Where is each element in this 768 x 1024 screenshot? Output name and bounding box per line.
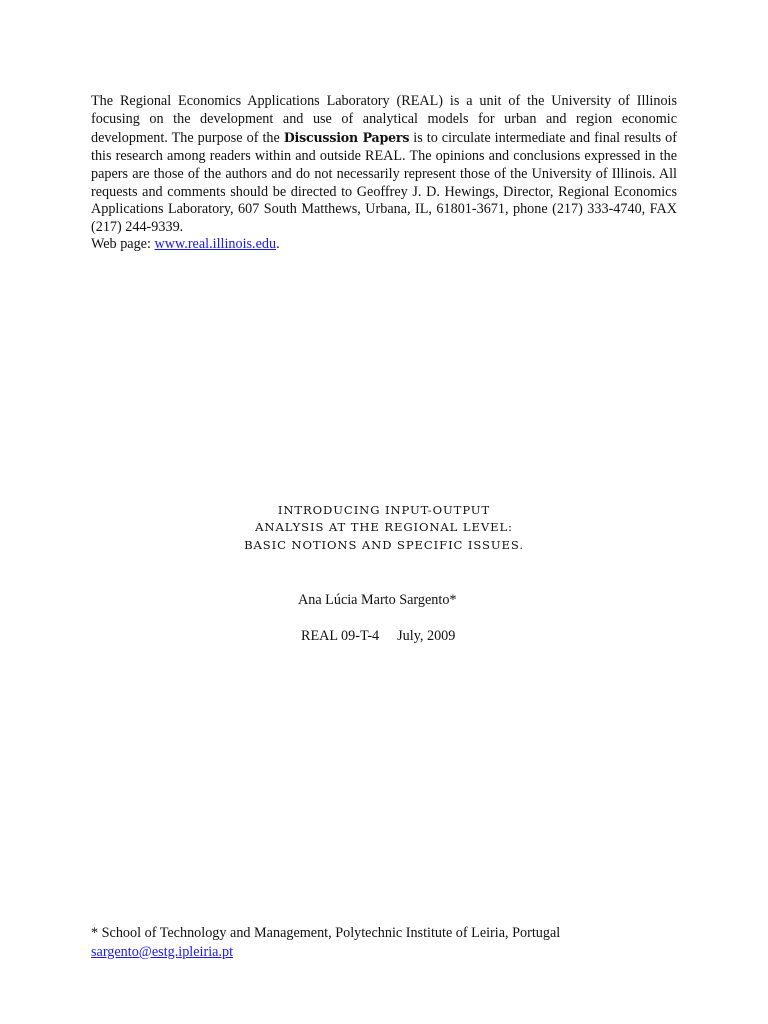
paper-title-line-1: INTRODUCING INPUT-OUTPUT [277, 503, 491, 517]
footnote-affiliation: * School of Technology and Management, Polytechnic Institute of Leiria, Portugal [91, 925, 561, 941]
intro-text-part2: is to circulate intermediate and final results of this research among readers within and outside REAL. The opinions and conclusions expressed in the papers are those of the authors and do not necessarily represent those of the University of Illinois. All requests and comments should be directed to Geoffrey J. D. Hewings, Director, Regional Economics Applications Laboratory, 607 South Matthews, Urbana, IL, 61801-3671, phone (217) 333-4740, FAX (217) 244-9339. [91, 129, 677, 236]
paper-title-line-3: BASIC NOTIONS AND SPECIFIC ISSUES. [244, 537, 524, 552]
paper-number: REAL 09-T-4 [301, 628, 380, 644]
paper-title-line-2: ANALYSIS AT THE REGIONAL LEVEL: [255, 520, 513, 535]
intro-paragraph [91, 93, 677, 237]
paper-title [184, 502, 584, 554]
footnote [91, 924, 560, 961]
paper-reference [301, 628, 455, 645]
author-email-link[interactable]: sargento@estg.ipleiria.pt [91, 943, 234, 960]
discussion-papers-bold: Discussion Papers [283, 129, 410, 145]
author-name: Ana Lúcia Marto Sargento* [298, 592, 457, 608]
web-page-line [91, 236, 280, 254]
paper-date: July, 2009 [397, 628, 456, 644]
web-page-suffix: . [276, 236, 280, 252]
web-page-label: Web page: [91, 236, 155, 252]
web-page-link[interactable]: www.real.illinois.edu [154, 236, 277, 252]
intro-text-part1: The Regional Economics Applications Laboratory (REAL) is a unit of the University of Illinois focusing on the development and use of analytical models for urban and region economic development. The purpose of the [91, 93, 677, 146]
